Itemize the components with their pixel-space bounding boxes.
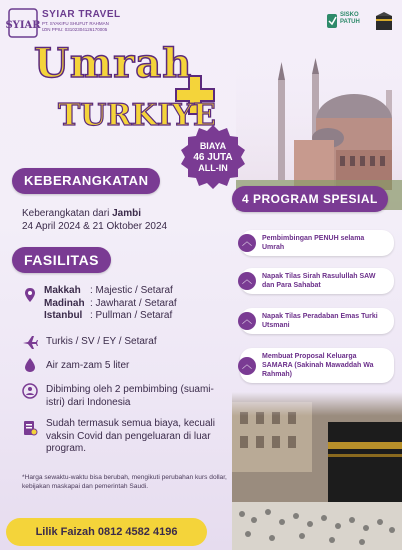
keberangkatan-heading: KEBERANGKATAN [12,168,160,194]
sisko-patuh-icon [326,13,338,29]
program-item: ︿ Napak Tilas Peradaban Emas Turki Utsmani [240,308,394,334]
ticket-icon [22,420,38,436]
price-note: *Harga sewaktu-waktu bisa berubah, mengikuti perubahan kurs dollar, kebijakan maskapai dan pemerintah Saudi. [22,474,227,490]
price-badge-text [180,141,246,174]
hotel-row: Makkah : Majestic / Setaraf [44,285,173,296]
airline-text: Turkis / SV / EY / Setaraf [46,336,157,347]
syiar-logo [5,8,41,38]
departure-dates: 24 April 2024 & 21 Oktober 2024 [22,221,168,232]
partner-logo-text: SISKO PATUH [340,12,360,25]
kaaba-photo [232,392,402,550]
chevron-up-icon: ︿ [238,312,256,330]
program-item: ︿ Napak Tilas Sirah Rasulullah SAW dan Para Sahabat [240,268,394,294]
hotel-row: Istanbul : Pullman / Setaraf [44,310,173,321]
svg-text:SYIAR: SYIAR [5,20,41,31]
program-heading: 4 PROGRAM SPESIAL [232,186,388,212]
kaaba-logo-icon [372,10,396,34]
chevron-up-icon: ︿ [238,272,256,290]
contact-button[interactable]: Lilik Faizah 0812 4582 4196 [6,518,207,546]
hotel-list [44,285,177,323]
chevron-up-icon: ︿ [238,357,256,375]
chevron-up-icon: ︿ [238,234,256,252]
title-turkiye: TURKIYE [58,98,216,133]
map-pin-icon [22,287,38,303]
program-item: ︿ Membuat Proposal Keluarga SAMARA (Sakinah Mawaddah Wa Rahmah) [240,348,394,383]
brand-sub: PT. SYAKIFU SHUFUT RAHMAN IZIN PPIU: 03102304126170005 [42,21,109,32]
hotel-row: Madinah : Jawharat / Setaraf [44,297,177,309]
brand-name: SYIAR TRAVEL [42,9,121,20]
water-drop-icon [22,357,38,373]
fasilitas-heading: FASILITAS [12,247,111,273]
guide-icon [22,383,38,399]
cost-text: Sudah termasuk semua biaya, kecuali vaksin Covid dan pengeluaran di luar program. [46,418,215,454]
departure-city: Keberangkatan dari Jambi [22,208,141,219]
badge-line3: ALL-IN [198,163,228,173]
badge-line1: BIAYA [199,141,227,151]
airplane-icon [22,334,38,350]
program-item: ︿ Pembimbingan PENUH selama Umrah [240,230,394,256]
water-text: Air zam-zam 5 liter [46,360,130,371]
title-umrah: Umrah [34,40,193,87]
guide-text: Dibimbing oleh 2 pembimbing (suami-istri) dari Indonesia [46,384,214,408]
badge-line2: 46 JUTA [193,152,233,163]
